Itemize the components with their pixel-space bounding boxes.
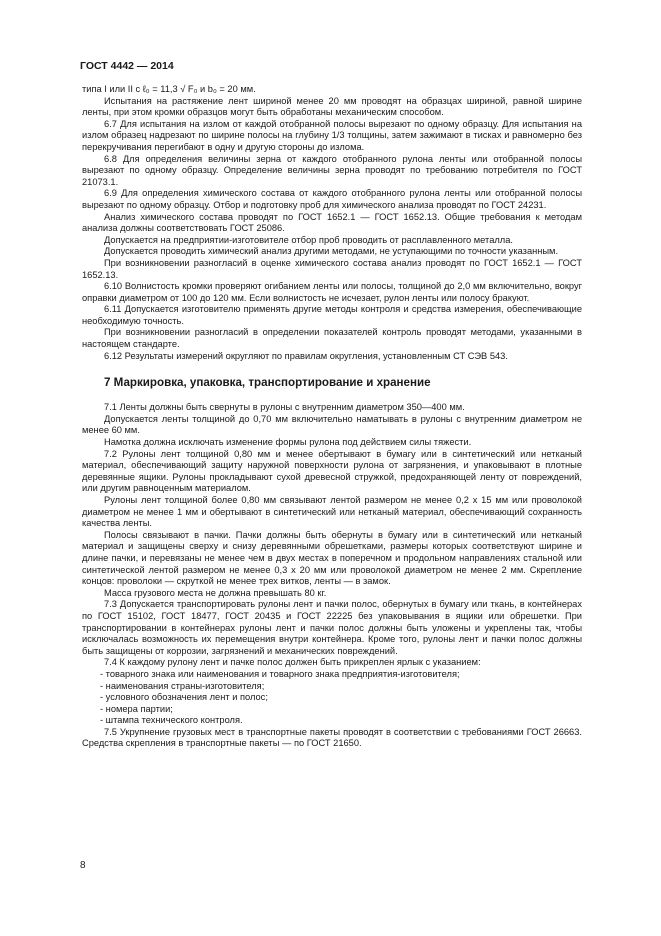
- paragraph: Испытания на растяжение лент шириной менее 20 мм проводят на образцах шириной, равной ширине ленты, при этом кромки образцов могут быть обработаны механическим способом.: [82, 95, 582, 118]
- paragraph: Допускается проводить химический анализ другими методами, не уступающими по точности указанным.: [104, 246, 559, 257]
- section-title: 7 Маркировка, упаковка, транспортирование и хранение: [104, 376, 431, 390]
- paragraph: 6.11 Допускается изготовителю применять другие методы контроля и средства измерения, обеспечивающие необходимую точность.: [82, 304, 582, 326]
- paragraph: Рулоны лент толщиной более 0,80 мм связывают лентой размером не менее 0,2 х 15 мм или проволокой диаметром не менее 1 мм и обертывают в синтетический или нетканый материал, обеспечивающий сохранность качества ленты.: [82, 495, 582, 529]
- paragraph: 6.7 Для испытания на излом от каждой отобранной полосы вырезают по одному образцу. Для испытания на излом образец надрезают по ширине полосы на глубину 1/3 толщины, затем зажимают в тисках и равномерно без перекручивания перегибают в одну и другую стороны до излома.: [82, 118, 582, 152]
- list-item: - товарного знака или наименования и товарного знака предприятия-изготовителя;: [100, 668, 460, 679]
- paragraph: Намотка должна исключать изменение формы рулона под действием силы тяжести.: [104, 437, 472, 448]
- paragraph: 7.3 Допускается транспортировать рулоны лент и пачки полос, обернутых в бумагу или ткань, в контейнерах по ГОСТ 15102, ГОСТ 18477, ГОСТ 20435 и ГОСТ 22225 без упаковывания в ящики или обрешетки. При транспортировании в контейнерах рулоны лент и пачки полос должны быть уложены и укреплены так, чтобы исключалась возможность их перемещения внутри контейнера. Кроме того, рулоны лент и пачки полос должны быть защищены от коррозии, загрязнений и механических повреждений.: [82, 599, 582, 656]
- paragraph: 6.9 Для определения химического состава от каждого отобранного рулона ленты или отобранной полосы вырезают по одному образцу. Отбор и подготовку проб для химического анализа проводят по ГОСТ 24231.: [82, 188, 582, 210]
- paragraph: 6.8 Для определения величины зерна от каждого отобранного рулона ленты или отобранной полосы вырезают по одному образцу. Определение величины зерна проводят по требованию потребителя по ГОСТ 21073.1.: [82, 153, 582, 187]
- paragraph: 6.10 Волнистость кромки проверяют огибанием ленты или полосы, толщиной до 2,0 мм включительно, вокруг оправки диаметром от 100 до 120 мм. Если волнистость не исчезает, рулон ленты или полосу бракуют.: [82, 281, 582, 303]
- paragraph: Допускается ленты толщиной до 0,70 мм включительно наматывать в рулоны с внутренним диаметром не менее 60 мм.: [82, 413, 582, 436]
- list-item: - условного обозначения лент и полос;: [100, 692, 268, 703]
- page-header: ГОСТ 4442 — 2014: [80, 60, 174, 72]
- list-item: - штампа технического контроля.: [100, 715, 243, 726]
- list-item: - наименования страны-изготовителя;: [100, 680, 265, 691]
- list-item: - номера партии;: [100, 703, 173, 714]
- document-body: [82, 84, 582, 750]
- paragraph: 7.1 Ленты должны быть свернуты в рулоны с внутренним диаметром 350—400 мм.: [104, 402, 465, 413]
- paragraph: Масса грузового места не должна превышать 80 кг.: [104, 587, 327, 598]
- paragraph: типа I или II с ℓ₀ = 11,3 √ F₀ и b₀ = 20 мм.: [82, 84, 256, 94]
- paragraph: Анализ химического состава проводят по ГОСТ 1652.1 — ГОСТ 1652.13. Общие требования к методам анализа должны соответствовать ГОСТ 25086.: [82, 211, 582, 234]
- paragraph: Допускается на предприятии-изготовителе отбор проб проводить от расплавленного металла.: [104, 234, 513, 245]
- paragraph: При возникновении разногласий в оценке химического состава анализ проводят по ГОСТ 1652.1 — ГОСТ 1652.13.: [82, 257, 582, 280]
- paragraph: 7.4 К каждому рулону лент и пачке полос должен быть прикреплен ярлык с указанием:: [104, 657, 481, 668]
- paragraph: 7.2 Рулоны лент толщиной 0,80 мм и менее обертывают в бумагу или в синтетический или нетканый материал, обеспечивающий защиту наружной поверхности рулона от загрязнения, и упаковывают в плотные деревянные ящики. Рулоны прокладывают сухой древесной стружкой, предохраняющей ленту от повреждений, или другим равноценным материалом.: [82, 448, 582, 494]
- paragraph: При возникновении разногласий в определении показателей контроль проводят методами, указанными в настоящем стандарте.: [82, 327, 582, 350]
- paragraph: 6.12 Результаты измерений округляют по правилам округления, установленным СТ СЭВ 543.: [104, 350, 508, 361]
- paragraph: 7.5 Укрупнение грузовых мест в транспортные пакеты проводят в соответствии с требованиями ГОСТ 26663. Средства скрепления в транспортные пакеты — по ГОСТ 21650.: [82, 726, 582, 749]
- page-number: 8: [80, 860, 86, 871]
- paragraph: Полосы связывают в пачки. Пачки должны быть обернуты в бумагу или в синтетический или нетканый материал и защищены сверху и снизу деревянными обрешетками, размеры которых соответствуют ширине и длине пачки, и перевязаны не менее чем в двух местах в поперечном и продольном направлениях стальной или синтетической лентой размером не менее 0,3 х 20 мм или проволокой диаметром не менее 2 мм. Скрепление концов: проволоки — скруткой не менее трех витков, ленты — в замок.: [82, 529, 582, 587]
